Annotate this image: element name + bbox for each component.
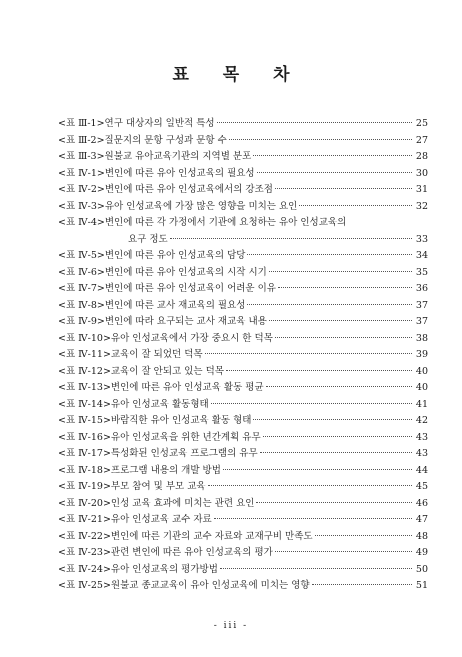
- toc-entry-label: <표 Ⅳ-23>: [58, 547, 111, 558]
- toc-entry-page-number: 34: [415, 250, 428, 261]
- page-title: 표 목 차: [172, 65, 304, 85]
- toc-entry-title: 요구 정도: [128, 233, 168, 245]
- dot-leader: [208, 485, 412, 486]
- dot-leader: [278, 287, 412, 288]
- toc-entry-title: 인성 교육 효과에 미치는 관련 요인: [110, 497, 255, 509]
- toc-entry-page-number: 43: [415, 448, 428, 459]
- toc-entry-title: 유아 인성교육의 평가방법: [110, 563, 218, 575]
- toc-entry[interactable]: [58, 133, 428, 150]
- toc-entry-page-number: 46: [415, 497, 428, 509]
- toc-entry-title: 원불교 종교교육이 유아 인성교육에 미치는 영향: [110, 580, 310, 591]
- toc-entry-page-number: 36: [415, 283, 428, 294]
- toc-entry-label: <표 Ⅳ-5>: [58, 250, 105, 261]
- dot-leader: [214, 518, 412, 519]
- dot-leader: [223, 469, 412, 470]
- dot-leader: [260, 452, 412, 453]
- toc-entry[interactable]: [58, 397, 428, 414]
- dot-leader: [211, 403, 412, 404]
- dot-leader: [269, 271, 412, 272]
- toc-entry[interactable]: [58, 446, 428, 463]
- toc-entry-page-number: 35: [415, 266, 428, 278]
- toc-entry-page-number: 27: [415, 134, 428, 146]
- toc-entry-title: 부모 참여 및 부모 교육: [110, 481, 206, 492]
- toc-entry[interactable]: [58, 347, 428, 364]
- dot-leader: [247, 254, 412, 255]
- toc-entry[interactable]: [58, 182, 428, 199]
- toc-entry-page-number: 45: [415, 481, 428, 492]
- dot-leader: [299, 205, 412, 206]
- toc-entry-label: <표 Ⅳ-25>: [58, 580, 111, 591]
- toc-entry-label: <표 Ⅳ-24>: [58, 563, 111, 575]
- page-number: - iii -: [213, 621, 249, 631]
- toc-entry-label: <표 Ⅳ-12>: [58, 365, 111, 377]
- toc-entry-title: 관련 변인에 따른 유아 인성교육의 평가: [110, 547, 273, 558]
- toc-entry-page-number: 38: [415, 332, 428, 344]
- toc-entry[interactable]: [58, 545, 428, 562]
- toc-entry[interactable]: [58, 298, 428, 315]
- toc-entry-label: <표 Ⅳ-7>: [58, 283, 105, 294]
- toc-entry-page-number: 43: [415, 431, 428, 443]
- toc-entry-title: 변인에 따른 유아 인성교육이 어려운 이유: [104, 283, 276, 294]
- toc-entry[interactable]: [58, 430, 428, 447]
- dot-leader: [266, 386, 412, 387]
- toc-entry-label: <표 Ⅳ-15>: [58, 415, 111, 426]
- toc-entry-page-number: 31: [415, 184, 428, 195]
- toc-entry-label: <표 Ⅳ-8>: [58, 299, 105, 311]
- toc-entry-title: 변인에 따른 각 가정에서 기관에 요청하는 유아 인성교육의: [104, 217, 347, 228]
- dot-leader: [312, 584, 412, 585]
- dot-leader: [256, 502, 412, 503]
- dot-leader: [263, 436, 412, 437]
- dot-leader: [247, 304, 412, 305]
- toc-entry-label: <표 Ⅳ-10>: [58, 332, 111, 344]
- dot-leader: [269, 320, 412, 321]
- toc-entry[interactable]: [58, 199, 428, 216]
- toc-entry-title: 변인에 따른 기관의 교수 자료와 교재구비 만족도: [110, 530, 313, 542]
- toc-entry-label: <표 Ⅳ-13>: [58, 382, 111, 393]
- dot-leader: [205, 353, 412, 354]
- dot-leader: [275, 188, 412, 189]
- toc-entry-page-number: 41: [415, 398, 428, 410]
- toc-entry[interactable]: [58, 562, 428, 579]
- toc-entry[interactable]: [58, 265, 428, 282]
- toc-entry-title: 변인에 따른 교사 재교육의 필요성: [104, 299, 246, 311]
- toc-entry-label: <표 Ⅳ-19>: [58, 481, 111, 492]
- toc-entry[interactable]: [58, 463, 428, 480]
- toc-entry[interactable]: [58, 116, 428, 133]
- toc-entry-page-number: 32: [415, 200, 428, 212]
- toc-entry-label: <표 Ⅲ-3>: [58, 151, 105, 162]
- toc-entry-page-number: 37: [415, 299, 428, 311]
- toc-entry-title: 유아 인성교육에서 가장 중요시 한 덕목: [110, 332, 273, 344]
- toc-entry-page-number: 28: [415, 151, 428, 162]
- dot-leader: [170, 238, 412, 239]
- toc-entry-title: 유아 인성교육을 위한 년간계획 유무: [110, 431, 261, 443]
- toc-entry-page-number: 47: [415, 514, 428, 525]
- toc-entry-label: <표 Ⅳ-21>: [58, 514, 111, 525]
- toc-entry[interactable]: [58, 529, 428, 546]
- toc-entry-title: 유아 인성교육 교수 자료: [110, 514, 212, 525]
- dot-leader: [253, 155, 412, 156]
- toc-entry-title: 변인에 따른 유아 인성교육의 담당: [104, 250, 246, 261]
- toc-entry-title: 원불교 유아교육기관의 지역별 분포: [104, 151, 252, 162]
- toc-entry-label: <표 Ⅳ-14>: [58, 398, 111, 410]
- toc-entry-page-number: 50: [415, 563, 428, 575]
- toc-entry-label: <표 Ⅳ-4>: [58, 217, 105, 228]
- toc-entry-label: <표 Ⅲ-2>: [58, 134, 105, 146]
- dot-leader: [257, 172, 412, 173]
- toc-entry-label: <표 Ⅳ-3>: [58, 200, 105, 212]
- toc-entry-label: <표 Ⅳ-1>: [58, 167, 105, 179]
- toc-entry-title: 바람직한 유아 인성교육 활동 형태: [110, 415, 252, 426]
- toc-entry-page-number: 48: [415, 530, 428, 542]
- dot-leader: [217, 122, 412, 123]
- toc-entry[interactable]: [58, 496, 428, 513]
- toc-entry-page-number: 42: [415, 415, 428, 426]
- dot-leader: [229, 139, 412, 140]
- toc-entry[interactable]: [58, 578, 428, 595]
- toc-entry[interactable]: [58, 215, 428, 232]
- dot-leader: [220, 568, 412, 569]
- toc-entry-label: <표 Ⅲ-1>: [58, 118, 105, 129]
- toc-entry[interactable]: [58, 331, 428, 348]
- toc-entry-title: 변인에 따른 유아 인성교육의 시작 시기: [104, 266, 267, 278]
- dot-leader: [315, 535, 412, 536]
- dot-leader: [275, 337, 412, 338]
- toc-entry-title: 변인에 따른 유아 인성교육의 필요성: [104, 167, 255, 179]
- toc-entry[interactable]: [58, 281, 428, 298]
- toc-entry[interactable]: [58, 364, 428, 381]
- dot-leader: [275, 551, 412, 552]
- toc-entry-title: 변인에 따른 유아 인성교육에서의 강조점: [104, 184, 273, 195]
- toc-entry-page-number: 40: [415, 365, 428, 377]
- toc-entry-page-number: 39: [415, 349, 428, 360]
- dot-leader: [226, 370, 412, 371]
- toc-entry-page-number: 49: [415, 547, 428, 558]
- toc-entry-label: <표 Ⅳ-20>: [58, 497, 111, 509]
- toc-entry-title: 유아 인성교육에 가장 많은 영향을 미치는 요인: [104, 200, 298, 212]
- toc-entry[interactable]: [58, 314, 428, 331]
- table-of-contents-list: [58, 116, 428, 595]
- toc-entry-label: <표 Ⅳ-16>: [58, 431, 111, 443]
- toc-entry-title: 프로그램 내용의 개발 방법: [110, 464, 221, 476]
- toc-entry-page-number: 33: [415, 233, 428, 245]
- toc-entry[interactable]: [58, 512, 428, 529]
- toc-entry[interactable]: [58, 166, 428, 183]
- toc-entry-page-number: 37: [415, 316, 428, 327]
- toc-entry-label: <표 Ⅳ-22>: [58, 530, 111, 542]
- toc-entry-title: 유아 인성교육 활동형태: [110, 398, 209, 410]
- toc-entry[interactable]: [58, 248, 428, 265]
- toc-entry-page-number: 44: [415, 464, 428, 476]
- toc-entry-title: 변인에 따라 요구되는 교사 재교육 내용: [104, 316, 267, 327]
- toc-entry-page-number: 30: [415, 167, 428, 179]
- toc-entry[interactable]: [58, 413, 428, 430]
- toc-entry-label: <표 Ⅳ-6>: [58, 266, 105, 278]
- toc-entry-label: <표 Ⅳ-17>: [58, 448, 111, 459]
- toc-entry[interactable]: [58, 232, 428, 249]
- toc-entry-title: 질문지의 문항 구성과 문항 수: [104, 134, 227, 146]
- toc-entry-title: 교육이 잘 안되고 있는 덕목: [110, 365, 224, 377]
- toc-entry-title: 교육이 잘 되었던 덕목: [110, 349, 203, 360]
- toc-entry-label: <표 Ⅳ-11>: [58, 349, 111, 360]
- toc-entry[interactable]: [58, 149, 428, 166]
- toc-entry-title: 연구 대상자의 일반적 특성: [104, 118, 215, 129]
- dot-leader: [253, 419, 412, 420]
- toc-entry[interactable]: [58, 380, 428, 397]
- toc-entry-page-number: 25: [415, 118, 428, 129]
- toc-entry-label: <표 Ⅳ-2>: [58, 184, 105, 195]
- toc-entry-title: 특성화된 인성교육 프로그램의 유무: [110, 448, 258, 459]
- toc-entry-label: <표 Ⅳ-9>: [58, 316, 105, 327]
- toc-entry-page-number: 51: [415, 580, 428, 591]
- toc-entry-label: <표 Ⅳ-18>: [58, 464, 111, 476]
- toc-entry-title: 변인에 따른 유아 인성교육 활동 평균: [110, 382, 264, 393]
- toc-entry[interactable]: [58, 479, 428, 496]
- toc-entry-page-number: 40: [415, 382, 428, 393]
